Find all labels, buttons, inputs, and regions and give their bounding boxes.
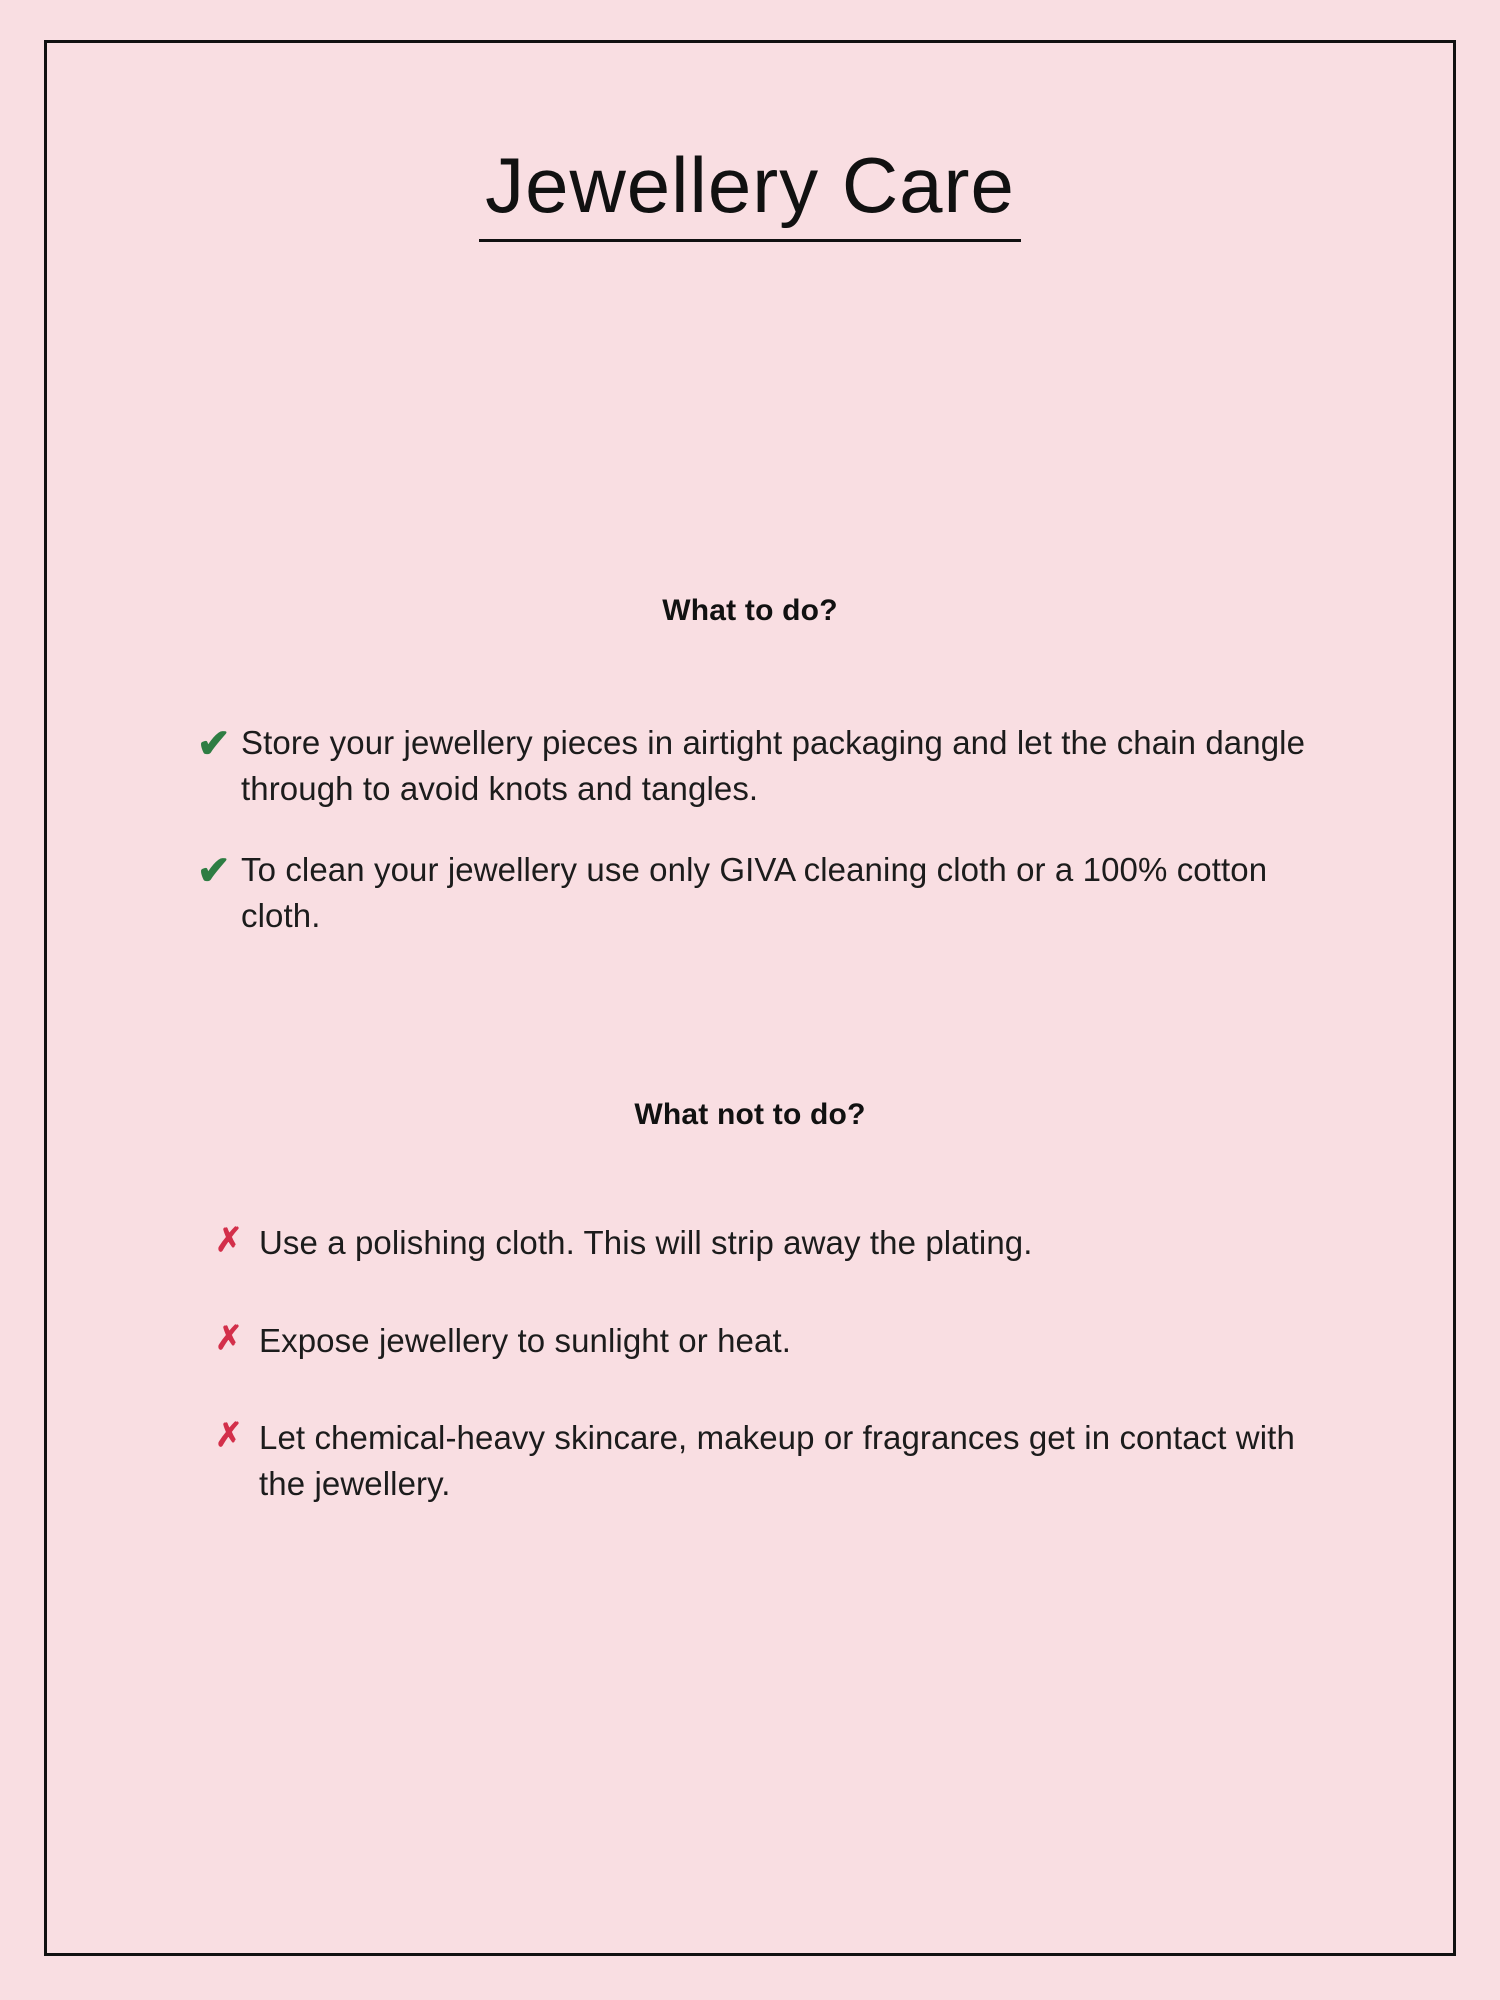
list-item-text: Let chemical-heavy skincare, makeup or fragrances get in contact with the jewellery. <box>259 1419 1295 1503</box>
page-title-container <box>47 91 1453 294</box>
list-item <box>197 847 1333 938</box>
list-item-text: Store your jewellery pieces in airtight packaging and let the chain dangle through to avoid knots and tangles. <box>241 724 1306 807</box>
list-item-text: Expose jewellery to sunlight or heat. <box>259 1321 791 1359</box>
list-item <box>197 720 1333 811</box>
cross-icon: ✗ <box>215 1221 243 1259</box>
section-heading-dont: What not to do? <box>634 1098 866 1132</box>
cross-icon: ✗ <box>215 1416 243 1454</box>
section-what-not-to-do <box>47 1098 1453 1506</box>
page-title: Jewellery Care <box>479 143 1021 242</box>
section-heading-do: What to do? <box>662 594 838 628</box>
section-what-to-do <box>47 594 1453 938</box>
list-item <box>215 1415 1333 1506</box>
check-icon: ✔ <box>197 722 231 767</box>
page-border-frame <box>44 40 1456 1956</box>
do-list <box>47 720 1453 938</box>
list-item-text: Use a polishing cloth. This will strip away the plating. <box>259 1224 1033 1262</box>
list-item <box>215 1318 1333 1364</box>
list-item-text: To clean your jewellery use only GIVA cleaning cloth or a 100% cotton cloth. <box>241 851 1268 934</box>
list-item <box>215 1220 1333 1266</box>
check-icon: ✔ <box>197 849 231 894</box>
cross-icon: ✗ <box>215 1318 243 1356</box>
dont-list <box>47 1220 1453 1506</box>
